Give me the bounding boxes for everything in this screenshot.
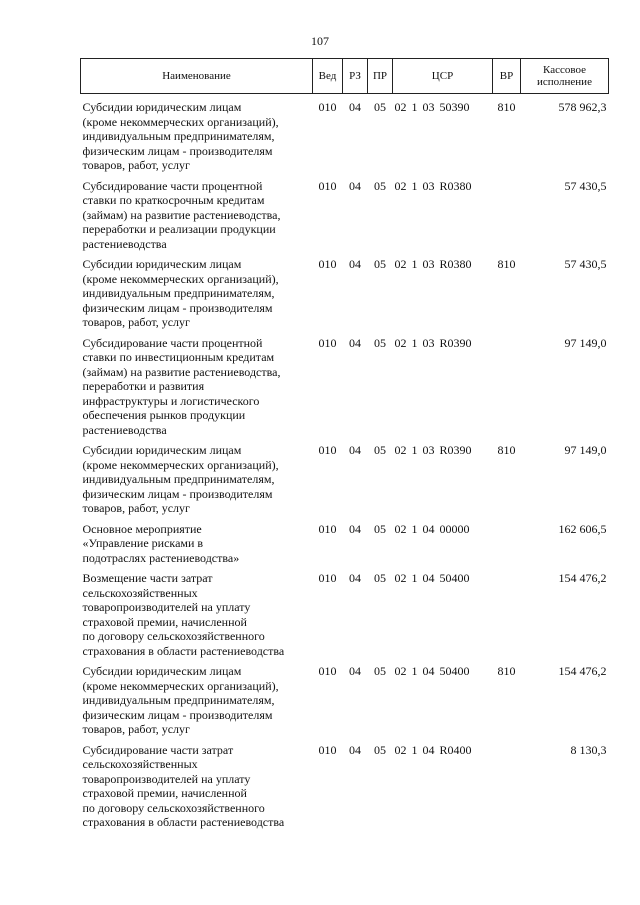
row-name: Возмещение части затрат сельскохозяйственных товаропроизводителей на уплату страховой премии, начисленной по договору сельскохозяйственного страхования в области растениеводства	[82, 571, 285, 658]
row-csr: 02 1 03 R0380	[394, 257, 472, 271]
table-row	[81, 443, 609, 522]
row-amount: 154 476,2	[558, 571, 607, 585]
row-pr: 05	[374, 257, 386, 271]
table-row	[81, 743, 609, 836]
row-vr	[493, 522, 521, 572]
row-pr: 05	[374, 335, 386, 350]
table-row	[81, 179, 609, 258]
row-pr: 05	[374, 178, 386, 193]
row-rz: 04	[349, 664, 361, 678]
row-ved: 010	[318, 335, 337, 350]
row-pr: 05	[374, 664, 386, 678]
header-rz: РЗ	[343, 59, 368, 94]
row-pr: 05	[374, 443, 386, 457]
row-name: Субсидирование части процентной ставки по инвестиционным кредитам (займам) на развитие растениеводства, переработки и развития инфраструктуры и логистического обеспечения рынков продукции растениеводства	[82, 335, 281, 437]
table-row	[81, 336, 609, 444]
table-row	[81, 522, 609, 572]
row-csr: 02 1 03 50390	[394, 100, 470, 114]
row-name: Субсидии юридическим лицам (кроме некоммерческих организаций), индивидуальным предпринимателям, физическим лицам - производителям товаров, работ, услуг	[82, 100, 279, 172]
row-rz: 04	[349, 521, 361, 536]
row-rz: 04	[349, 742, 361, 757]
row-vr: 810	[497, 664, 516, 678]
row-rz: 04	[349, 571, 361, 585]
row-rz: 04	[349, 335, 361, 350]
row-vr: 810	[497, 257, 516, 271]
header-amount: Кассовое исполнение	[521, 59, 609, 94]
row-amount: 57 430,5	[564, 257, 607, 271]
row-ved: 010	[318, 178, 337, 193]
row-csr: 02 1 04 R0400	[394, 742, 472, 757]
row-amount: 8 130,3	[570, 742, 607, 757]
header-pr: ПР	[368, 59, 393, 94]
row-amount: 162 606,5	[558, 521, 607, 536]
row-amount: 154 476,2	[558, 664, 607, 678]
header-vr: ВР	[493, 59, 521, 94]
row-csr: 02 1 04 50400	[394, 571, 470, 585]
row-amount: 97 149,0	[564, 443, 607, 457]
row-rz: 04	[349, 257, 361, 271]
row-name: Субсидирование части процентной ставки по краткосрочным кредитам (займам) на развитие растениеводства, переработки и реализации продукции растениеводства	[82, 178, 281, 251]
row-csr: 02 1 03 R0390	[394, 335, 472, 350]
table-row	[81, 100, 609, 179]
table-row	[81, 571, 609, 664]
row-rz: 04	[349, 443, 361, 457]
row-amount: 97 149,0	[564, 335, 607, 350]
row-csr: 02 1 04 50400	[394, 664, 470, 678]
row-csr: 02 1 04 00000	[394, 521, 470, 536]
row-ved: 010	[318, 257, 337, 271]
row-ved: 010	[318, 521, 337, 536]
row-pr: 05	[374, 521, 386, 536]
header-name: Наименование	[81, 59, 313, 94]
row-rz: 04	[349, 178, 361, 193]
row-amount: 578 962,3	[558, 100, 607, 114]
table-header-row	[81, 59, 609, 94]
header-csr: ЦСР	[393, 59, 493, 94]
row-csr: 02 1 03 R0390	[394, 443, 472, 457]
row-amount: 57 430,5	[564, 178, 607, 193]
row-ved: 010	[318, 664, 337, 678]
row-name: Основное мероприятие «Управление рисками в подотраслях растениеводства»	[82, 521, 240, 565]
table-body	[81, 94, 609, 836]
row-ved: 010	[318, 571, 337, 585]
row-name: Субсидии юридическим лицам (кроме некоммерческих организаций), индивидуальным предпринимателям, физическим лицам - производителям товаров, работ, услуг	[82, 443, 279, 515]
row-rz: 04	[349, 100, 361, 114]
budget-table	[80, 58, 609, 836]
row-csr: 02 1 03 R0380	[394, 178, 472, 193]
row-ved: 010	[318, 742, 337, 757]
row-name: Субсидии юридическим лицам (кроме некоммерческих организаций), индивидуальным предпринимателям, физическим лицам - производителям товаров, работ, услуг	[82, 664, 279, 736]
table-row	[81, 257, 609, 336]
row-name: Субсидирование части затрат сельскохозяйственных товаропроизводителей на уплату страховой премии, начисленной по договору сельскохозяйственного страхования в области растениеводства	[82, 742, 285, 829]
page-number: 107	[311, 34, 329, 48]
row-vr	[493, 336, 521, 444]
row-vr	[493, 743, 521, 836]
row-pr: 05	[374, 571, 386, 585]
row-ved: 010	[318, 100, 337, 114]
row-vr	[493, 571, 521, 664]
row-vr: 810	[497, 443, 516, 457]
table-row	[81, 664, 609, 743]
row-vr	[493, 179, 521, 258]
row-ved: 010	[318, 443, 337, 457]
row-name: Субсидии юридическим лицам (кроме некоммерческих организаций), индивидуальным предпринимателям, физическим лицам - производителям товаров, работ, услуг	[82, 257, 279, 329]
header-ved: Вед	[313, 59, 343, 94]
row-pr: 05	[374, 100, 386, 114]
row-vr: 810	[497, 100, 516, 114]
row-pr: 05	[374, 742, 386, 757]
